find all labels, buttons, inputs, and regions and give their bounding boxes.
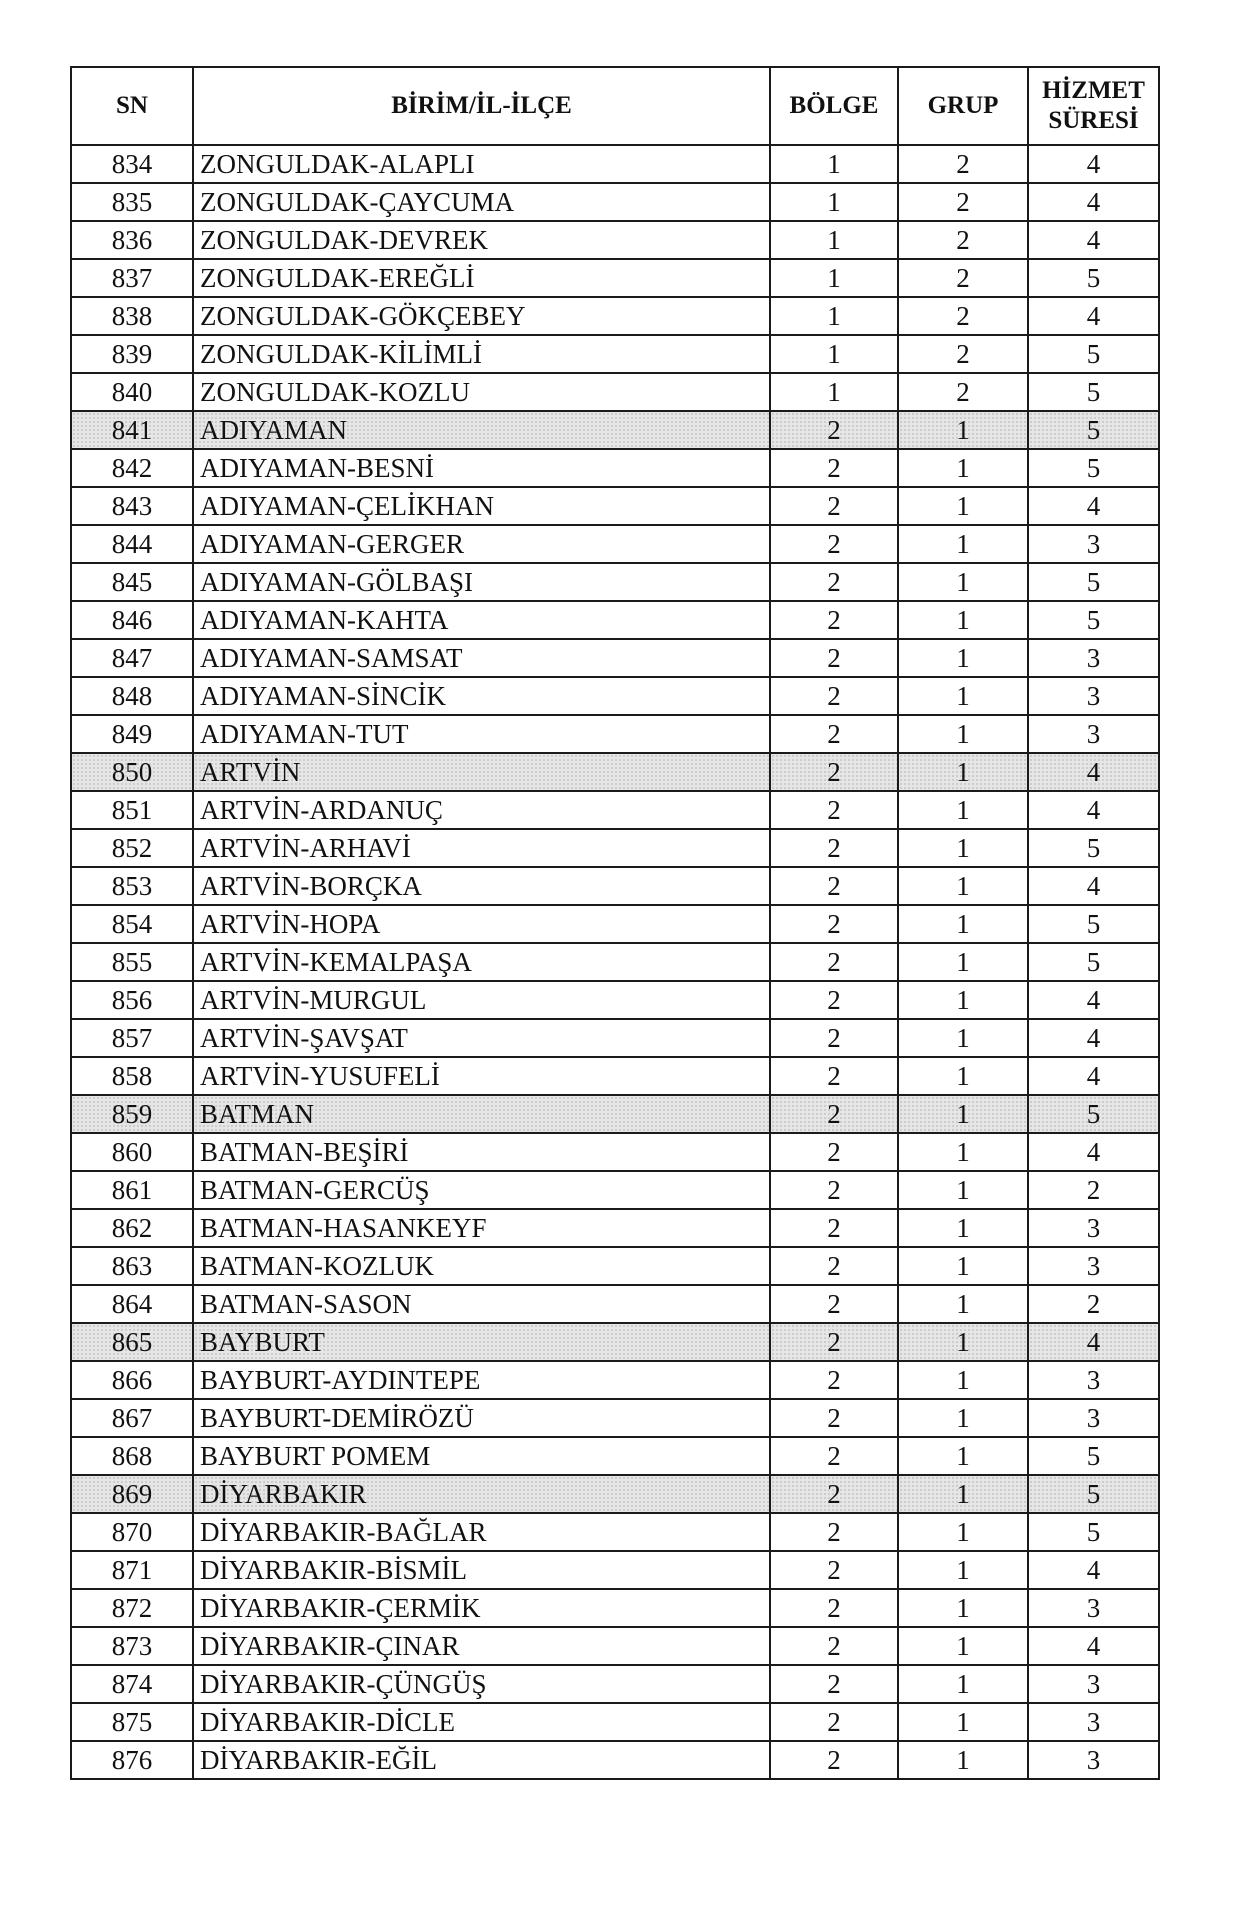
row-region: 2 <box>770 1095 898 1133</box>
row-service-duration: 5 <box>1028 601 1159 639</box>
row-service-duration: 4 <box>1028 1057 1159 1095</box>
row-region: 2 <box>770 1133 898 1171</box>
table-row <box>71 1247 1159 1285</box>
row-group: 2 <box>898 183 1028 221</box>
row-unit-name: ZONGULDAK-KOZLU <box>193 373 770 411</box>
row-service-duration: 4 <box>1028 791 1159 829</box>
row-service-duration: 4 <box>1028 1323 1159 1361</box>
row-service-duration: 2 <box>1028 1285 1159 1323</box>
row-unit-name: ADIYAMAN-ÇELİKHAN <box>193 487 770 525</box>
row-unit-name: DİYARBAKIR-BİSMİL <box>193 1551 770 1589</box>
row-group: 2 <box>898 297 1028 335</box>
row-service-duration: 4 <box>1028 145 1159 183</box>
row-service-duration: 5 <box>1028 259 1159 297</box>
table-row <box>71 563 1159 601</box>
row-group: 1 <box>898 1019 1028 1057</box>
row-service-duration: 5 <box>1028 449 1159 487</box>
row-service-duration: 5 <box>1028 905 1159 943</box>
row-service-duration: 4 <box>1028 297 1159 335</box>
table-row <box>71 373 1159 411</box>
row-sn: 839 <box>71 335 193 373</box>
header-row <box>71 67 1159 145</box>
row-unit-name: DİYARBAKIR-ÇÜNGÜŞ <box>193 1665 770 1703</box>
table-row <box>71 1665 1159 1703</box>
row-group: 1 <box>898 1323 1028 1361</box>
row-sn: 870 <box>71 1513 193 1551</box>
row-region: 2 <box>770 1057 898 1095</box>
row-group: 1 <box>898 487 1028 525</box>
row-unit-name: ZONGULDAK-GÖKÇEBEY <box>193 297 770 335</box>
row-sn: 837 <box>71 259 193 297</box>
table-row <box>71 1171 1159 1209</box>
row-region: 1 <box>770 259 898 297</box>
table-row <box>71 1399 1159 1437</box>
row-sn: 873 <box>71 1627 193 1665</box>
row-unit-name: ADIYAMAN-SAMSAT <box>193 639 770 677</box>
row-sn: 844 <box>71 525 193 563</box>
table-row <box>71 1703 1159 1741</box>
row-region: 2 <box>770 1399 898 1437</box>
row-service-duration: 5 <box>1028 335 1159 373</box>
row-region: 1 <box>770 373 898 411</box>
row-region: 2 <box>770 1361 898 1399</box>
row-group: 1 <box>898 525 1028 563</box>
unit-table <box>70 66 1160 1780</box>
table-row <box>71 677 1159 715</box>
row-service-duration: 3 <box>1028 1209 1159 1247</box>
table-row <box>71 1589 1159 1627</box>
row-sn: 875 <box>71 1703 193 1741</box>
table-row <box>71 1437 1159 1475</box>
table-row <box>71 829 1159 867</box>
row-sn: 841 <box>71 411 193 449</box>
row-region: 2 <box>770 1019 898 1057</box>
row-sn: 865 <box>71 1323 193 1361</box>
table-row <box>71 867 1159 905</box>
row-group: 1 <box>898 1057 1028 1095</box>
row-service-duration: 3 <box>1028 1361 1159 1399</box>
row-unit-name: BAYBURT-DEMİRÖZÜ <box>193 1399 770 1437</box>
header-region: BÖLGE <box>770 67 898 145</box>
row-sn: 862 <box>71 1209 193 1247</box>
row-service-duration: 4 <box>1028 221 1159 259</box>
row-region: 2 <box>770 791 898 829</box>
row-unit-name: ZONGULDAK-ÇAYCUMA <box>193 183 770 221</box>
row-group: 1 <box>898 1361 1028 1399</box>
row-region: 2 <box>770 1437 898 1475</box>
row-region: 1 <box>770 335 898 373</box>
table-row <box>71 487 1159 525</box>
row-group: 1 <box>898 1285 1028 1323</box>
row-sn: 849 <box>71 715 193 753</box>
row-service-duration: 5 <box>1028 1437 1159 1475</box>
row-unit-name: BATMAN-KOZLUK <box>193 1247 770 1285</box>
row-service-duration: 3 <box>1028 639 1159 677</box>
row-region: 2 <box>770 677 898 715</box>
row-service-duration: 5 <box>1028 1475 1159 1513</box>
row-region: 2 <box>770 1209 898 1247</box>
row-sn: 836 <box>71 221 193 259</box>
row-region: 2 <box>770 525 898 563</box>
row-unit-name: BATMAN-SASON <box>193 1285 770 1323</box>
table-row <box>71 1133 1159 1171</box>
row-unit-name: BAYBURT POMEM <box>193 1437 770 1475</box>
row-service-duration: 5 <box>1028 563 1159 601</box>
table-row-province <box>71 1095 1159 1133</box>
row-sn: 860 <box>71 1133 193 1171</box>
row-unit-name: BAYBURT-AYDINTEPE <box>193 1361 770 1399</box>
row-unit-name: ARTVİN-YUSUFELİ <box>193 1057 770 1095</box>
row-service-duration: 3 <box>1028 1589 1159 1627</box>
table-row-province <box>71 1323 1159 1361</box>
row-service-duration: 2 <box>1028 1171 1159 1209</box>
row-unit-name: ARTVİN-MURGUL <box>193 981 770 1019</box>
row-sn: 866 <box>71 1361 193 1399</box>
row-region: 1 <box>770 145 898 183</box>
row-unit-name: DİYARBAKIR-BAĞLAR <box>193 1513 770 1551</box>
header-service-duration-line2: SÜRESİ <box>1048 107 1139 134</box>
row-group: 1 <box>898 1551 1028 1589</box>
row-group: 1 <box>898 905 1028 943</box>
row-group: 1 <box>898 1399 1028 1437</box>
row-service-duration: 5 <box>1028 829 1159 867</box>
row-sn: 876 <box>71 1741 193 1779</box>
row-unit-name: DİYARBAKIR-ÇERMİK <box>193 1589 770 1627</box>
table-row <box>71 943 1159 981</box>
row-region: 2 <box>770 943 898 981</box>
header-service-duration-line1: HİZMET <box>1042 77 1145 104</box>
row-sn: 871 <box>71 1551 193 1589</box>
row-sn: 852 <box>71 829 193 867</box>
row-sn: 855 <box>71 943 193 981</box>
header-unit-name: BİRİM/İL-İLÇE <box>193 67 770 145</box>
row-unit-name: ARTVİN-ŞAVŞAT <box>193 1019 770 1057</box>
row-sn: 859 <box>71 1095 193 1133</box>
row-sn: 869 <box>71 1475 193 1513</box>
row-unit-name: DİYARBAKIR-ÇINAR <box>193 1627 770 1665</box>
row-unit-name: ARTVİN <box>193 753 770 791</box>
row-group: 2 <box>898 335 1028 373</box>
table-row <box>71 145 1159 183</box>
row-sn: 861 <box>71 1171 193 1209</box>
row-group: 1 <box>898 715 1028 753</box>
row-service-duration: 5 <box>1028 373 1159 411</box>
row-group: 1 <box>898 1247 1028 1285</box>
row-group: 1 <box>898 677 1028 715</box>
row-region: 2 <box>770 1323 898 1361</box>
row-service-duration: 5 <box>1028 1095 1159 1133</box>
row-region: 1 <box>770 297 898 335</box>
row-unit-name: ADIYAMAN-GERGER <box>193 525 770 563</box>
row-sn: 847 <box>71 639 193 677</box>
row-unit-name: BATMAN-HASANKEYF <box>193 1209 770 1247</box>
row-service-duration: 4 <box>1028 867 1159 905</box>
table-row <box>71 297 1159 335</box>
table-row <box>71 791 1159 829</box>
row-region: 2 <box>770 753 898 791</box>
row-group: 1 <box>898 1513 1028 1551</box>
row-service-duration: 3 <box>1028 677 1159 715</box>
row-group: 1 <box>898 1209 1028 1247</box>
row-sn: 838 <box>71 297 193 335</box>
row-unit-name: BATMAN-BEŞİRİ <box>193 1133 770 1171</box>
row-group: 1 <box>898 1741 1028 1779</box>
row-group: 1 <box>898 1437 1028 1475</box>
header-sn: SN <box>71 67 193 145</box>
row-group: 1 <box>898 1095 1028 1133</box>
row-service-duration: 4 <box>1028 1019 1159 1057</box>
row-unit-name: ZONGULDAK-EREĞLİ <box>193 259 770 297</box>
row-sn: 843 <box>71 487 193 525</box>
row-region: 2 <box>770 563 898 601</box>
table-row <box>71 1551 1159 1589</box>
row-unit-name: DİYARBAKIR-DİCLE <box>193 1703 770 1741</box>
row-group: 1 <box>898 943 1028 981</box>
table-header <box>71 67 1159 145</box>
row-service-duration: 3 <box>1028 1741 1159 1779</box>
row-service-duration: 4 <box>1028 183 1159 221</box>
table-row <box>71 905 1159 943</box>
row-service-duration: 3 <box>1028 1665 1159 1703</box>
row-sn: 851 <box>71 791 193 829</box>
row-sn: 842 <box>71 449 193 487</box>
table-row-province <box>71 1475 1159 1513</box>
row-group: 1 <box>898 449 1028 487</box>
row-region: 2 <box>770 1551 898 1589</box>
row-sn: 857 <box>71 1019 193 1057</box>
row-sn: 856 <box>71 981 193 1019</box>
row-sn: 853 <box>71 867 193 905</box>
table-row <box>71 715 1159 753</box>
row-sn: 863 <box>71 1247 193 1285</box>
table-row <box>71 221 1159 259</box>
row-unit-name: ZONGULDAK-ALAPLI <box>193 145 770 183</box>
row-group: 1 <box>898 1703 1028 1741</box>
row-sn: 864 <box>71 1285 193 1323</box>
row-region: 2 <box>770 449 898 487</box>
row-region: 2 <box>770 639 898 677</box>
row-unit-name: ADIYAMAN <box>193 411 770 449</box>
row-unit-name: ADIYAMAN-TUT <box>193 715 770 753</box>
row-unit-name: DİYARBAKIR-EĞİL <box>193 1741 770 1779</box>
row-region: 2 <box>770 1627 898 1665</box>
row-sn: 867 <box>71 1399 193 1437</box>
row-sn: 868 <box>71 1437 193 1475</box>
table-row <box>71 981 1159 1019</box>
row-group: 1 <box>898 1589 1028 1627</box>
row-sn: 872 <box>71 1589 193 1627</box>
row-unit-name: ARTVİN-HOPA <box>193 905 770 943</box>
row-sn: 874 <box>71 1665 193 1703</box>
row-region: 2 <box>770 1513 898 1551</box>
table-row <box>71 1741 1159 1779</box>
table-row <box>71 1057 1159 1095</box>
row-service-duration: 5 <box>1028 943 1159 981</box>
row-group: 1 <box>898 639 1028 677</box>
row-region: 2 <box>770 829 898 867</box>
row-service-duration: 5 <box>1028 411 1159 449</box>
row-group: 1 <box>898 1627 1028 1665</box>
row-service-duration: 3 <box>1028 715 1159 753</box>
row-region: 2 <box>770 905 898 943</box>
row-unit-name: DİYARBAKIR <box>193 1475 770 1513</box>
row-region: 2 <box>770 1741 898 1779</box>
row-region: 2 <box>770 867 898 905</box>
row-group: 1 <box>898 1171 1028 1209</box>
row-region: 1 <box>770 221 898 259</box>
row-unit-name: ADIYAMAN-GÖLBAŞI <box>193 563 770 601</box>
row-region: 2 <box>770 1285 898 1323</box>
row-group: 1 <box>898 867 1028 905</box>
row-unit-name: ADIYAMAN-BESNİ <box>193 449 770 487</box>
row-group: 1 <box>898 753 1028 791</box>
row-region: 2 <box>770 601 898 639</box>
row-sn: 834 <box>71 145 193 183</box>
row-group: 2 <box>898 259 1028 297</box>
row-service-duration: 4 <box>1028 1551 1159 1589</box>
row-unit-name: BAYBURT <box>193 1323 770 1361</box>
row-group: 1 <box>898 981 1028 1019</box>
row-region: 1 <box>770 183 898 221</box>
row-sn: 854 <box>71 905 193 943</box>
row-region: 2 <box>770 1703 898 1741</box>
row-sn: 835 <box>71 183 193 221</box>
row-service-duration: 4 <box>1028 1133 1159 1171</box>
row-group: 1 <box>898 1133 1028 1171</box>
table-row <box>71 639 1159 677</box>
row-sn: 858 <box>71 1057 193 1095</box>
row-region: 2 <box>770 1475 898 1513</box>
row-service-duration: 3 <box>1028 1703 1159 1741</box>
row-unit-name: ARTVİN-ARHAVİ <box>193 829 770 867</box>
row-service-duration: 3 <box>1028 525 1159 563</box>
row-unit-name: ADIYAMAN-KAHTA <box>193 601 770 639</box>
row-group: 2 <box>898 373 1028 411</box>
row-unit-name: BATMAN-GERCÜŞ <box>193 1171 770 1209</box>
row-group: 2 <box>898 145 1028 183</box>
row-region: 2 <box>770 1665 898 1703</box>
row-sn: 848 <box>71 677 193 715</box>
row-group: 1 <box>898 411 1028 449</box>
row-service-duration: 3 <box>1028 1247 1159 1285</box>
row-region: 2 <box>770 1247 898 1285</box>
row-service-duration: 4 <box>1028 1627 1159 1665</box>
table-row <box>71 183 1159 221</box>
table-row <box>71 1627 1159 1665</box>
table-row-province <box>71 753 1159 791</box>
row-unit-name: ARTVİN-BORÇKA <box>193 867 770 905</box>
row-service-duration: 3 <box>1028 1399 1159 1437</box>
row-unit-name: ZONGULDAK-KİLİMLİ <box>193 335 770 373</box>
table-row <box>71 525 1159 563</box>
table-row <box>71 1019 1159 1057</box>
row-group: 1 <box>898 563 1028 601</box>
row-region: 2 <box>770 487 898 525</box>
row-region: 2 <box>770 411 898 449</box>
row-service-duration: 4 <box>1028 753 1159 791</box>
row-service-duration: 4 <box>1028 487 1159 525</box>
row-service-duration: 4 <box>1028 981 1159 1019</box>
row-unit-name: ARTVİN-ARDANUÇ <box>193 791 770 829</box>
row-region: 2 <box>770 981 898 1019</box>
row-group: 1 <box>898 1475 1028 1513</box>
row-group: 1 <box>898 829 1028 867</box>
row-group: 2 <box>898 221 1028 259</box>
table-row <box>71 1285 1159 1323</box>
table-row <box>71 449 1159 487</box>
row-group: 1 <box>898 1665 1028 1703</box>
row-unit-name: ZONGULDAK-DEVREK <box>193 221 770 259</box>
row-service-duration: 5 <box>1028 1513 1159 1551</box>
header-group: GRUP <box>898 67 1028 145</box>
row-group: 1 <box>898 601 1028 639</box>
table-row <box>71 1361 1159 1399</box>
row-unit-name: BATMAN <box>193 1095 770 1133</box>
table-row <box>71 1209 1159 1247</box>
row-group: 1 <box>898 791 1028 829</box>
table-body <box>71 145 1159 1779</box>
row-region: 2 <box>770 1171 898 1209</box>
table-row <box>71 1513 1159 1551</box>
row-sn: 840 <box>71 373 193 411</box>
row-sn: 846 <box>71 601 193 639</box>
table-row <box>71 259 1159 297</box>
row-unit-name: ADIYAMAN-SİNCİK <box>193 677 770 715</box>
row-unit-name: ARTVİN-KEMALPAŞA <box>193 943 770 981</box>
table-row-province <box>71 411 1159 449</box>
row-sn: 850 <box>71 753 193 791</box>
table-row <box>71 601 1159 639</box>
header-service-duration <box>1028 67 1159 145</box>
row-region: 2 <box>770 715 898 753</box>
table-row <box>71 335 1159 373</box>
row-region: 2 <box>770 1589 898 1627</box>
row-sn: 845 <box>71 563 193 601</box>
